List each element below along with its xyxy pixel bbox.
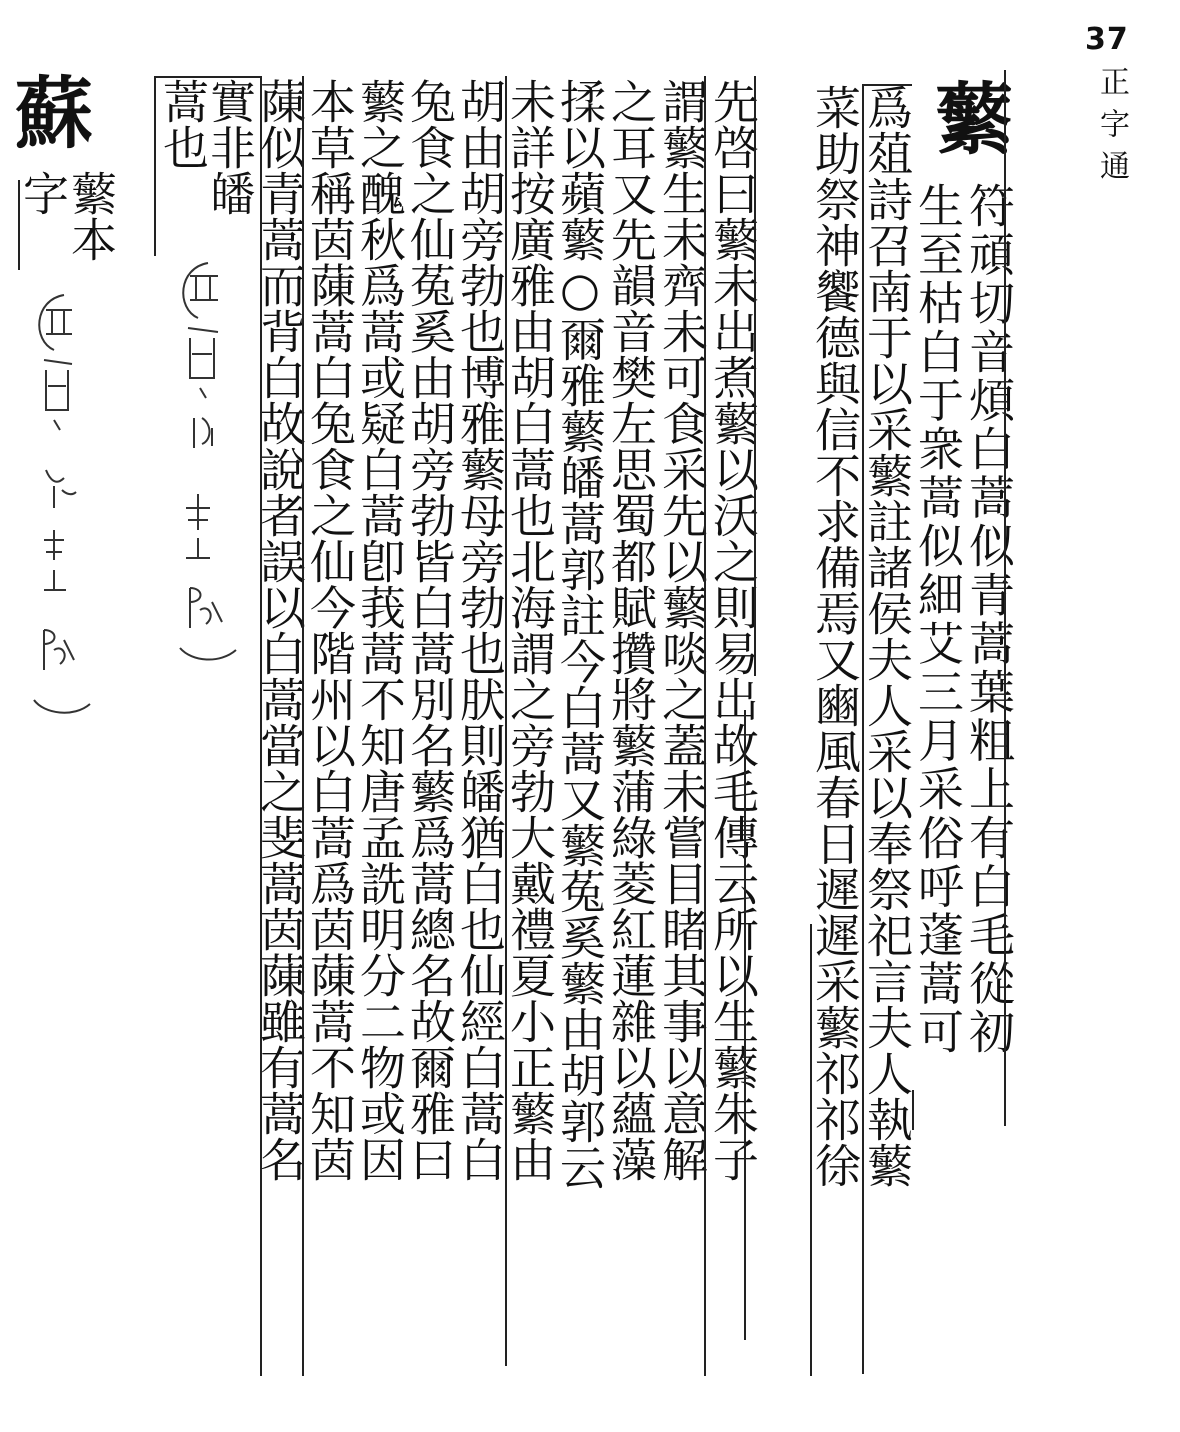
rule-line <box>302 76 304 1376</box>
commentary-col-11: 實非皤 <box>203 78 257 216</box>
commentary-col-4: 揉以蘋蘩○爾雅蘩皤蒿郭註今白蒿又蘩菟奚蘩由胡郭云 <box>553 78 607 1190</box>
handwritten-note-b <box>168 258 240 668</box>
rule-line <box>862 84 864 1374</box>
rule-line <box>505 76 507 1366</box>
rule-line <box>1004 70 1006 1126</box>
commentary-col-12: 蒿也 <box>156 78 210 170</box>
rule-line <box>810 924 812 1376</box>
book-title: 正字通 <box>1094 66 1129 192</box>
commentary-col-3: 之耳又先韻音樊左思蜀都賦攢將蘩蒲綠菱紅蓮雜以蘊藻 <box>604 78 658 1182</box>
entry2-note-2: 字 <box>16 170 70 216</box>
entry2-note-1: 蘩本 <box>64 170 118 262</box>
rule-line <box>704 76 706 1376</box>
rule-line <box>154 76 260 78</box>
handwritten-note-a <box>24 290 94 720</box>
entry1-col-3: 爲葅詩召南于以采蘩註諸侯夫人采以奉祭祀言夫人執蘩 <box>860 84 914 1188</box>
entry1-col-2: 生至枯白于衆蒿似細艾三月采俗呼蓬蒿可 <box>911 182 965 1057</box>
rule-line <box>862 84 912 86</box>
commentary-col-5: 未詳按廣雅由胡白蒿也北海謂之旁勃大戴禮夏小正蘩由 <box>503 78 557 1182</box>
commentary-col-8: 蘩之醜秋爲蒿或疑白蒿卽莪蒿不知唐孟詵明分二物或因 <box>353 78 407 1182</box>
rule-line <box>260 76 262 1376</box>
rule-line <box>754 76 756 676</box>
rule-line <box>154 76 156 256</box>
headword-2: 蘇 <box>2 72 93 150</box>
commentary-col-10: 蔯似青蒿而背白故說者誤以白蒿當之斐蒿茵蔯雖有蒿名 <box>253 78 307 1182</box>
entry1-col-1: 符頑切音煩白蒿似青蒿葉粗上有白毛從初 <box>962 182 1016 1057</box>
rule-line <box>18 180 20 270</box>
commentary-col-9: 本草稱茵蔯蒿白兔食之仙今階州以白蒿爲茵蔯蒿不知茵 <box>303 78 357 1182</box>
page-number: 37 <box>1085 22 1129 57</box>
entry1-col-4: 菜助祭神饗德與信不求備焉又豳風春日遲遲采蘩祁祁徐 <box>808 84 862 1188</box>
commentary-col-2: 謂蘩生未齊未可食采先以蘩啖之蓋未嘗目睹其事以意解 <box>655 78 709 1182</box>
commentary-col-1: 先啓曰蘩未出煮蘩以沃之則易出故毛傳云所以生蘩朱子 <box>706 78 760 1182</box>
rule-line <box>912 1090 914 1130</box>
commentary-col-6: 胡由胡旁勃也博雅蘩母旁勃也肰則皤猶白也仙經白蒿白 <box>453 78 507 1182</box>
headword-1: 蘩 <box>922 78 1013 156</box>
commentary-col-7: 兔食之仙菟奚由胡旁勃皆白蒿別名蘩爲蒿總名故爾雅曰 <box>403 78 457 1182</box>
rule-line <box>744 710 746 1340</box>
